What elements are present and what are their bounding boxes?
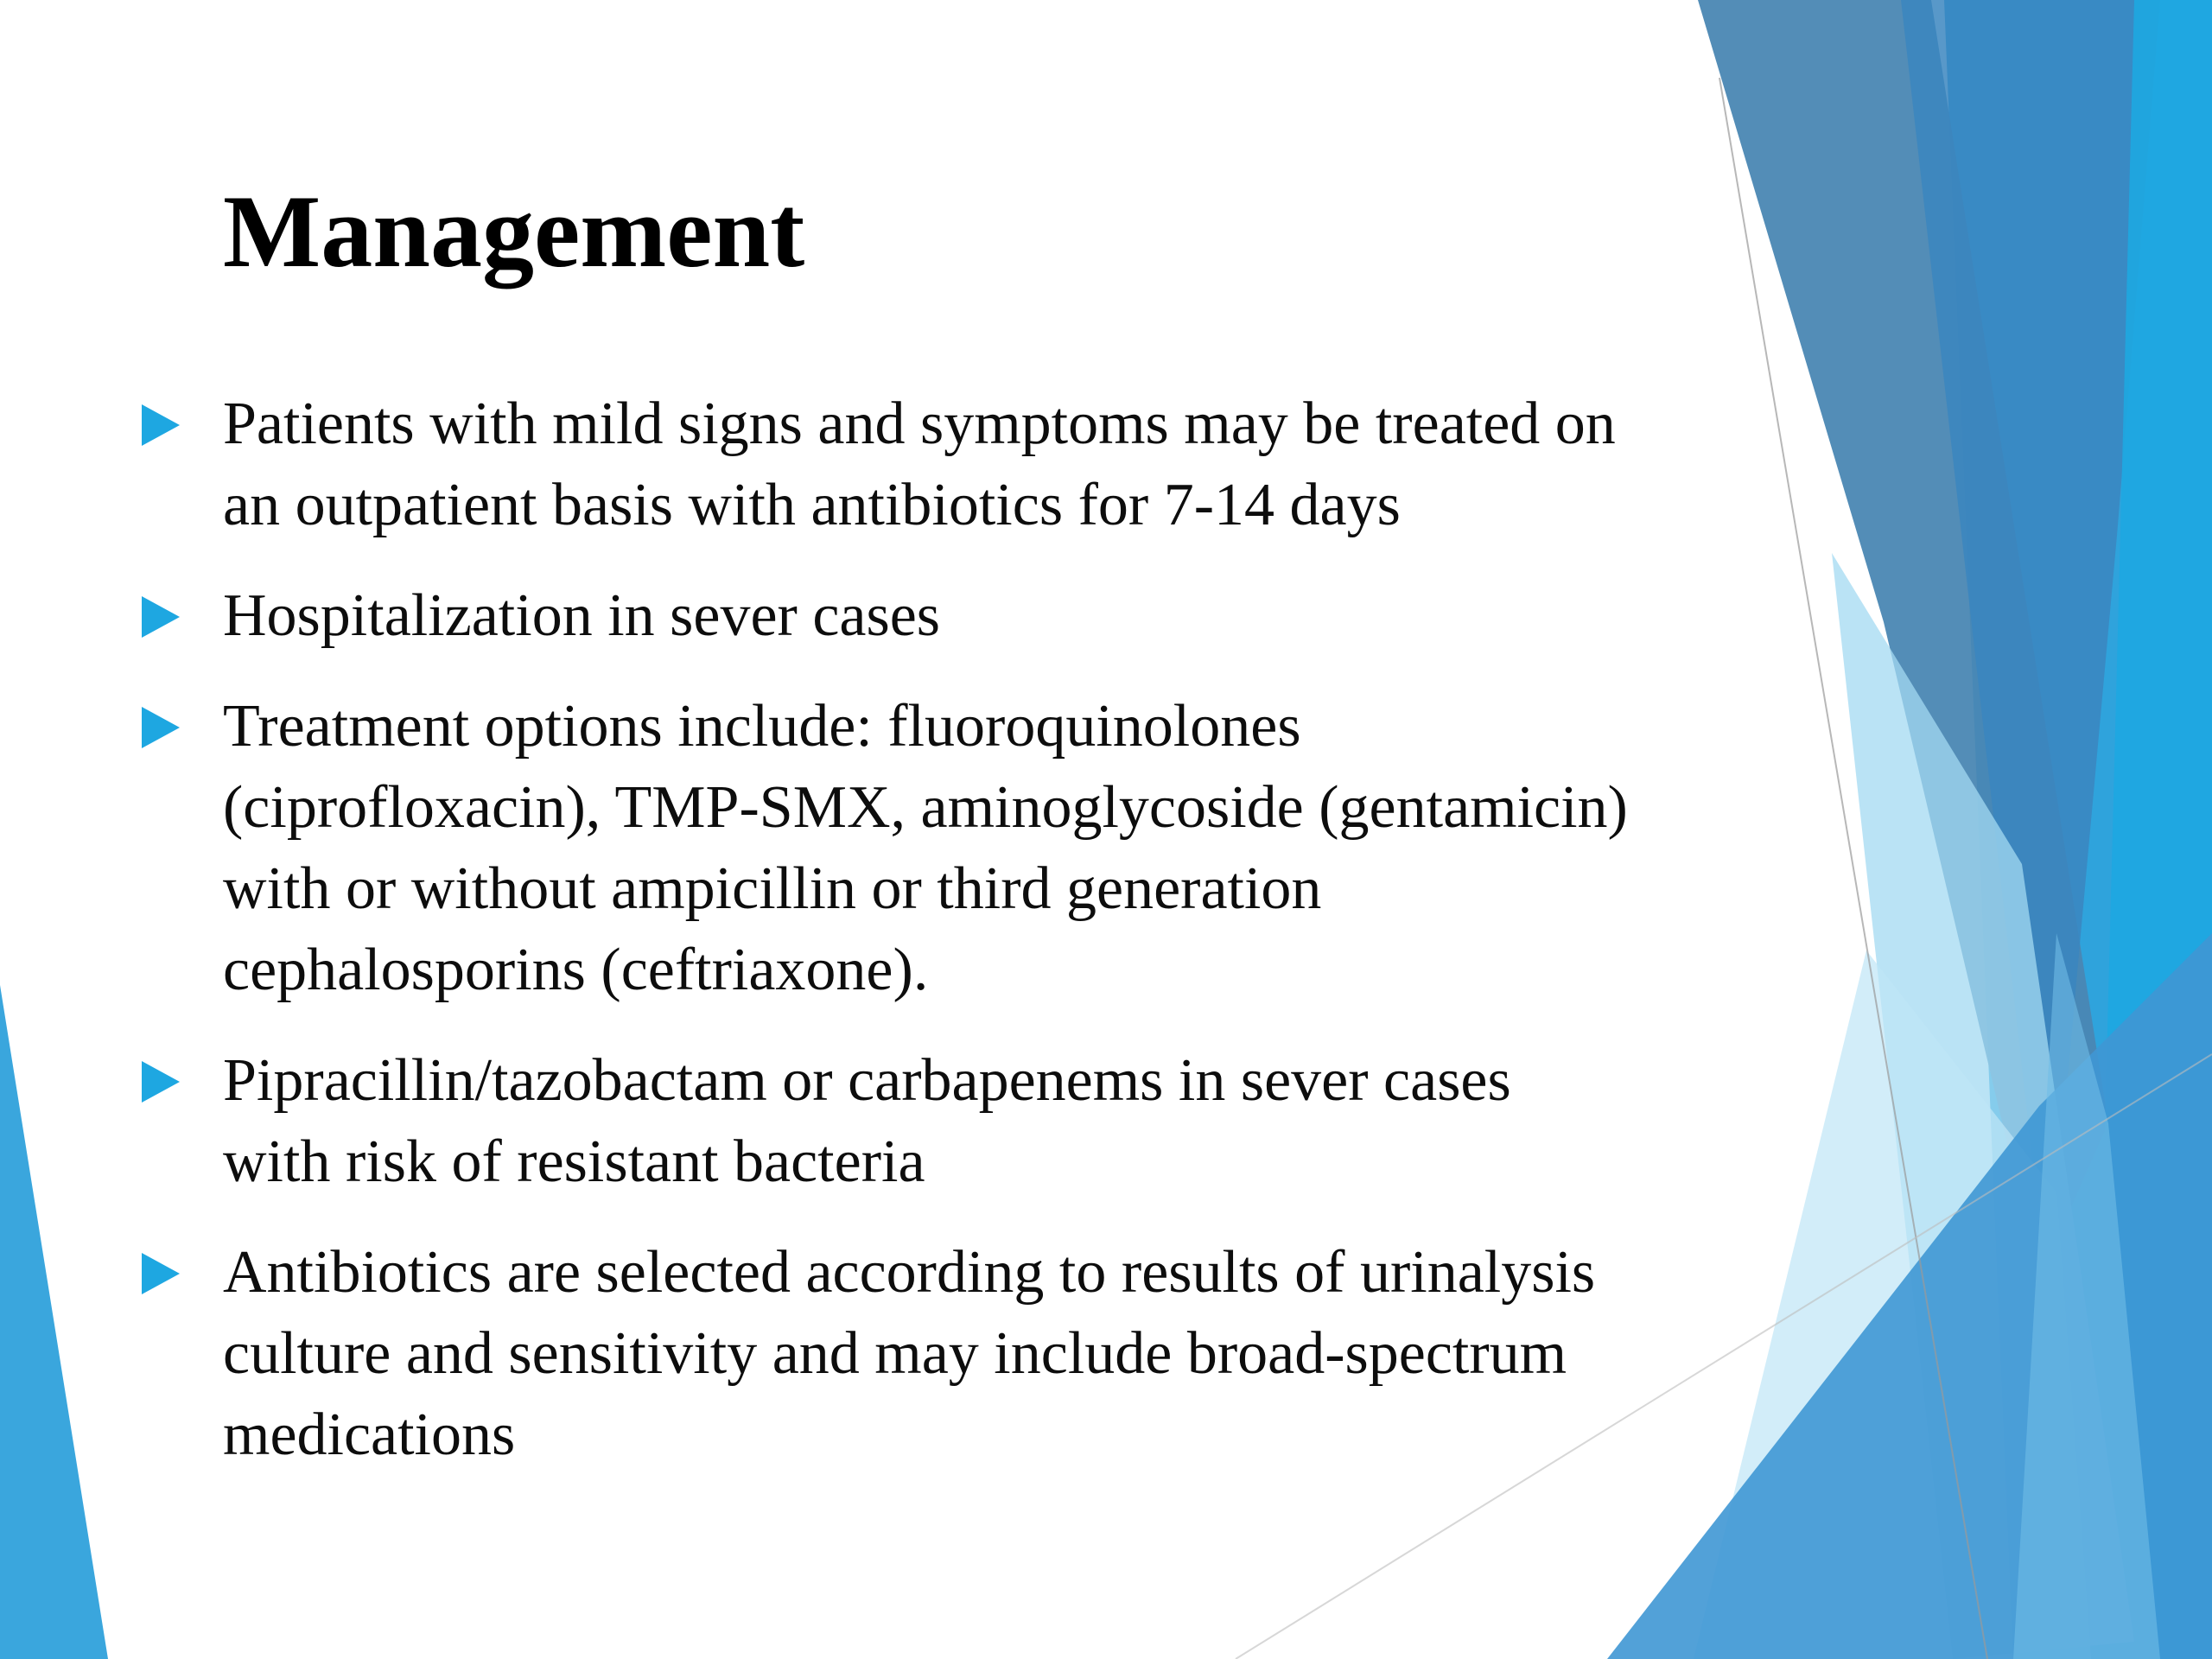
bullet-text: Patients with mild signs and symptoms may be treated on an outpatient basis with antibiotics for 7-14 days bbox=[223, 391, 1616, 538]
bullet-text: Hospitalization in sever cases bbox=[223, 582, 941, 649]
bullet-text: Treatment options include: fluoroquinolones (ciprofloxacin), TMP-SMX, aminoglycoside (gentamicin) with or without ampicillin or third generation cephalosporins (ceftriaxone). bbox=[223, 693, 1628, 1003]
triangle-bullet-icon bbox=[142, 596, 180, 638]
bullet-item bbox=[138, 384, 1832, 546]
bullet-item bbox=[138, 1232, 1832, 1476]
bullet-text: Antibiotics are selected according to results of urinalysis culture and sensitivity and may include broad-spectrum medications bbox=[223, 1239, 1596, 1468]
bullet-list bbox=[138, 384, 1832, 1505]
bullet-item bbox=[138, 686, 1832, 1011]
triangle-bullet-icon bbox=[142, 707, 180, 748]
bullet-item bbox=[138, 1040, 1832, 1203]
bullet-text: Pipracillin/tazobactam or carbapenems in sever cases with risk of resistant bacteria bbox=[223, 1047, 1511, 1195]
left-blue-band bbox=[0, 985, 108, 1659]
triangle-bullet-icon bbox=[142, 404, 180, 446]
triangle-bullet-icon bbox=[142, 1061, 180, 1103]
slide-title: Management bbox=[223, 174, 805, 289]
bullet-item bbox=[138, 575, 1832, 657]
triangle-bullet-icon bbox=[142, 1253, 180, 1294]
